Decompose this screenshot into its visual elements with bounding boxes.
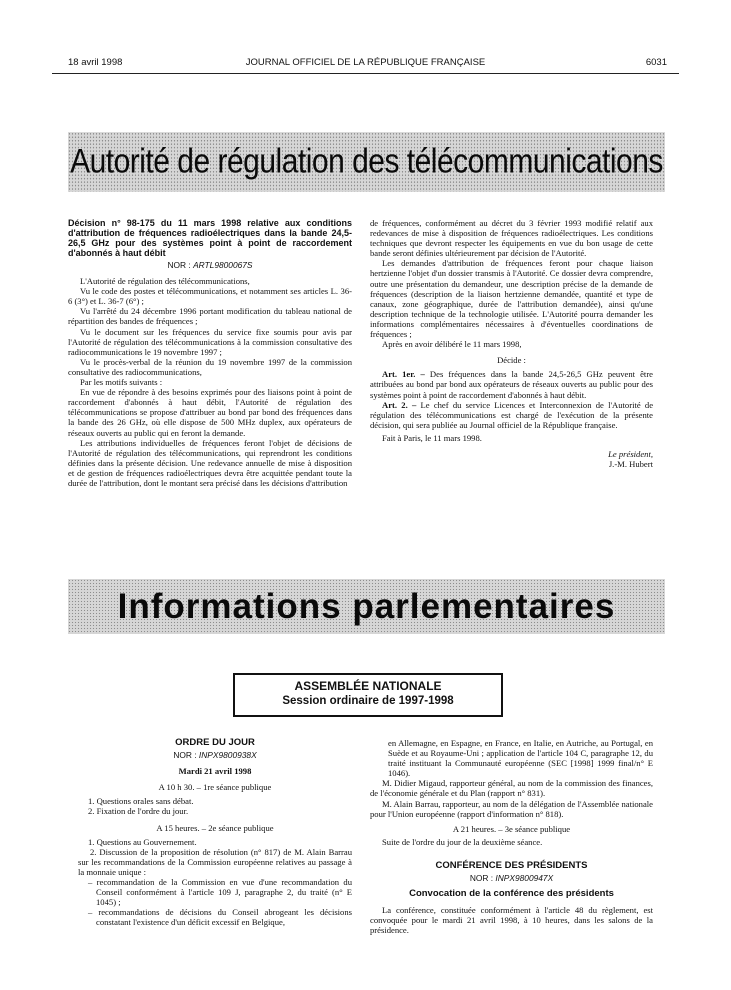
- agenda-right-column: [370, 738, 653, 936]
- agenda-title: ORDRE DU JOUR: [175, 737, 255, 748]
- agenda-para: M. Alain Barrau, rapporteur, au nom de la délégation de l'Assemblée nationale pour l'Union européenne (rapport d'information n° 818).: [370, 798, 653, 819]
- decision-para: En vue de répondre à des besoins exprimés pour des liaisons point à point de raccordement d'abonnés à haut débit, l'Autorité de régulation des télécommunications se propose d'attribuer au bond par bond des fréquences dans la bande des 26 GHz, où elle dispose de 500 MHz duplex, aux opérateurs de réseaux ouverts au public qui en feront la demande.: [68, 387, 352, 438]
- agenda-nor: NOR : INPX9800938X: [173, 750, 257, 761]
- conference-nor: NOR : INPX9800947X: [469, 873, 554, 884]
- decision-para: Vu le code des postes et télécommunications, et notamment ses articles L. 36-6 (3°) et L. 36-7 (6°) ;: [68, 286, 352, 307]
- header-page-number: 6031: [645, 57, 667, 68]
- section-banner-parliament: Informations parlementaires: [68, 579, 665, 634]
- decision-para: Vu le procès-verbal de la réunion du 19 novembre 1997 de la commission consultative des radiocommunications,: [68, 356, 352, 377]
- agenda-left-column: [78, 738, 352, 928]
- header-date: 18 avril 1998: [68, 57, 123, 68]
- assembly-title: ASSEMBLÉE NATIONALE: [294, 679, 442, 693]
- decision-para: L'Autorité de régulation des télécommunications,: [80, 276, 250, 287]
- session-3-heading: A 21 heures. – 3e séance publique: [452, 823, 571, 834]
- conference-text: La conférence, constituée conformément à l'article 48 du règlement, est convoquée pour le mardi 21 avril 1998, à 10 heures, dans les salons de la présidence.: [370, 905, 653, 936]
- signature-name: J.-M. Hubert: [608, 459, 653, 470]
- agenda-para: en Allemagne, en Espagne, en France, en Italie, en Autriche, au Portugal, en Suède et au Royaume-Uni ; application de l'article 104 C, paragraphe 12, du traité instituant la Communauté européenne (SEC [1998] 1999 final/n° E 1046).: [388, 738, 653, 779]
- agenda-item: 2. Fixation de l'ordre du jour.: [88, 806, 189, 817]
- page-header: [52, 57, 679, 74]
- header-journal: JOURNAL OFFICIEL DE LA RÉPUBLIQUE FRANÇAISE: [245, 57, 486, 68]
- decision-left-column: [68, 218, 352, 488]
- article-1: Art. 1er. – Des fréquences dans la bande 24,5-26,5 GHz peuvent être attribuées au bond par bond aux opérateurs de réseaux ouverts au public pour des systèmes point à point de raccordement d'abonnés à haut débit.: [370, 369, 653, 400]
- decision-decide: Décide :: [497, 355, 526, 366]
- assembly-session: Session ordinaire de 1997-1998: [282, 695, 454, 707]
- agenda-item: 1. Questions orales sans débat.: [88, 796, 194, 807]
- agenda-para: Suite de l'ordre du jour de la deuxième séance.: [382, 836, 543, 847]
- agenda-sub-item: – recommandations de décisions du Conseil abrogeant les décisions constatant l'existence d'un déficit excessif en Belgique,: [88, 907, 352, 928]
- decision-title: Décision n° 98-175 du 11 mars 1998 relative aux conditions d'attribution de fréquences radioélectriques dans la bande 24,5-26,5 GHz pour des systèmes point à point de raccordement d'abonnés à haut débit: [68, 218, 352, 258]
- assembly-box: [233, 673, 503, 717]
- decision-para: Par les motifs suivants :: [80, 377, 163, 388]
- agenda-sub-item: – recommandation de la Commission en vue d'une recommandation du Conseil conformément à l'article 109 J, paragraphe 2, du traité (n° E 1045) ;: [88, 877, 352, 908]
- decision-para: Vu le document sur les fréquences du service fixe soumis pour avis par l'Autorité de régulation des télécommunications à la commission consultative des radiocommunications le 19 novembre 1997 ;: [68, 326, 352, 357]
- agenda-item: 1. Questions au Gouvernement.: [88, 836, 197, 847]
- decision-place-date: Fait à Paris, le 11 mars 1998.: [382, 432, 482, 443]
- conference-subtitle: Convocation de la conférence des présidents: [409, 888, 614, 900]
- decision-para: de fréquences, conformément au décret du 3 février 1993 modifié relatif aux redevances de mise à disposition de fréquences radioélectriques. Les conditions techniques que devront respecter les équipements en vue du bon usage de cette bande seront définies ultérieurement par décision de l'Autorité.: [370, 218, 653, 259]
- session-2-heading: A 15 heures. – 2e séance publique: [156, 822, 274, 833]
- decision-nor: NOR : ARTL9800067S: [167, 260, 253, 270]
- agenda-item: 2. Discussion de la proposition de résolution (n° 817) de M. Alain Barrau sur les recommandations de la Commission européenne relatives au passage à la monnaie unique :: [78, 846, 352, 877]
- decision-para: Les attributions individuelles de fréquences feront l'objet de décisions de l'Autorité de régulation des télécommunications, qui reprendront les conditions définies dans la présente décision. Une redevance annuelle de mise à disposition et de gestion de fréquences radioélectriques devra être acquittée pendant toute la durée de l'attribution, dont le montant sera précisé dans les décisions d'attribution: [68, 437, 352, 488]
- signature-title: Le président,: [608, 448, 653, 459]
- decision-para: Après en avoir délibéré le 11 mars 1998,: [382, 339, 522, 350]
- decision-right-column: [370, 218, 653, 469]
- section-banner-authority: Autorité de régulation des télécommunications: [68, 132, 665, 192]
- session-1-heading: A 10 h 30. – 1re séance publique: [158, 782, 272, 793]
- agenda-date: Mardi 21 avril 1998: [178, 766, 252, 777]
- decision-para: Vu l'arrêté du 24 décembre 1996 portant modification du tableau national de répartition des bandes de fréquences ;: [68, 306, 352, 327]
- agenda-para: M. Didier Migaud, rapporteur général, au nom de la commission des finances, de l'économie générale et du Plan (rapport n° 831).: [370, 778, 653, 799]
- decision-para: Les demandes d'attribution de fréquences feront pour chaque liaison hertzienne l'objet d'un dossier transmis à l'Autorité. Ce dossier devra comprendre, outre une présentation du demandeur, une description précise de la demande de fréquences (description de la liaison hertzienne demandée, quantité et type de canaux, zone géographique, durée de l'attribution demandée), ainsi qu'une description technique de la technologie utilisée. L'Autorité pourra demander les informations complémentaires nécessaires à d'éventuelles coordinations de fréquences ;: [370, 258, 653, 340]
- article-2: Art. 2. – Le chef du service Licences et Interconnexion de l'Autorité de régulation des télécommunications est chargé de l'exécution de la présente décision, qui sera publiée au Journal officiel de la République française.: [370, 399, 654, 430]
- conference-title: CONFÉRENCE DES PRÉSIDENTS: [435, 859, 588, 871]
